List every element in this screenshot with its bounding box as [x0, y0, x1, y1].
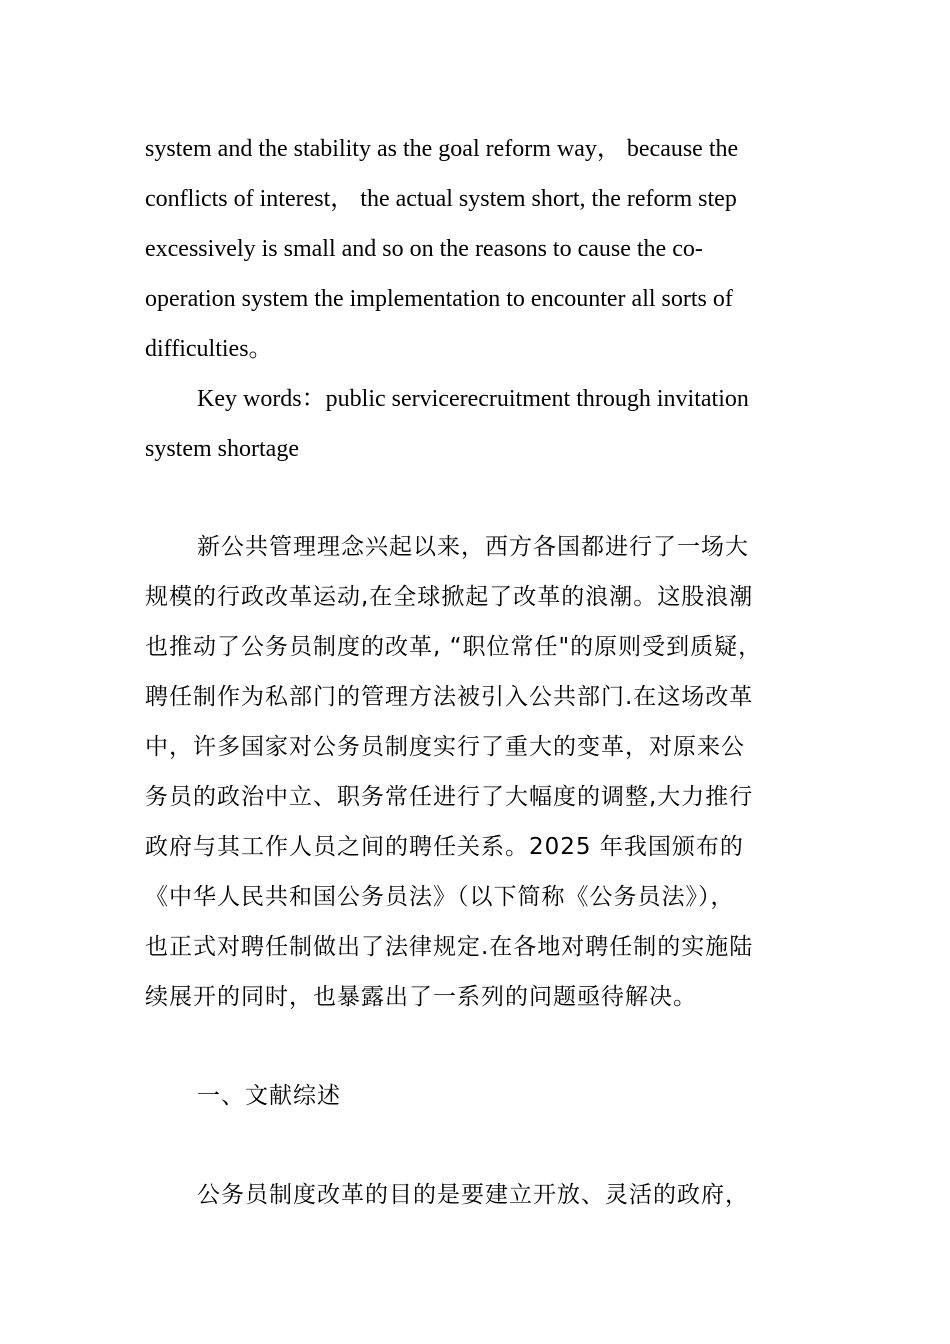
abstract-line: operation system the implementation to encounter all sorts of — [145, 286, 733, 312]
keywords-line: Key words：public servicerecruitment through invitation — [197, 386, 749, 412]
intro-line: 务员的政治中立、职务常任进行了大幅度的调整,大力推行 — [145, 784, 754, 810]
intro-line: 新公共管理理念兴起以来，西方各国都进行了一场大 — [197, 534, 749, 560]
intro-line: 中，许多国家对公务员制度实行了重大的变革，对原来公 — [145, 734, 745, 760]
section-heading: 一、文献综述 — [197, 1083, 341, 1109]
intro-line: 规模的行政改革运动,在全球掀起了改革的浪潮。这股浪潮 — [145, 584, 754, 610]
keywords-line: system shortage — [145, 436, 299, 462]
intro-line: 也正式对聘任制做出了法律规定.在各地对聘任制的实施陆 — [145, 934, 754, 960]
intro-line: 聘任制作为私部门的管理方法被引入公共部门.在这场改革 — [145, 684, 754, 710]
intro-line: 续展开的同时，也暴露出了一系列的问题亟待解决。 — [145, 984, 697, 1010]
abstract-line: difficulties。 — [145, 336, 273, 362]
abstract-line: excessively is small and so on the reasons to cause the co- — [145, 236, 703, 262]
intro-line: 也推动了公务员制度的改革, “职位常任"的原则受到质疑， — [145, 634, 763, 660]
section-para-line: 公务员制度改革的目的是要建立开放、灵活的政府， — [197, 1182, 749, 1208]
intro-line: 《中华人民共和国公务员法》（以下简称《公务员法》）， — [145, 884, 735, 910]
abstract-line: conflicts of interest， the actual system short, the reform step — [145, 186, 737, 212]
abstract-line: system and the stability as the goal reform way， because the — [145, 136, 739, 162]
intro-line: 政府与其工作人员之间的聘任关系。2025 年我国颁布的 — [145, 834, 744, 860]
